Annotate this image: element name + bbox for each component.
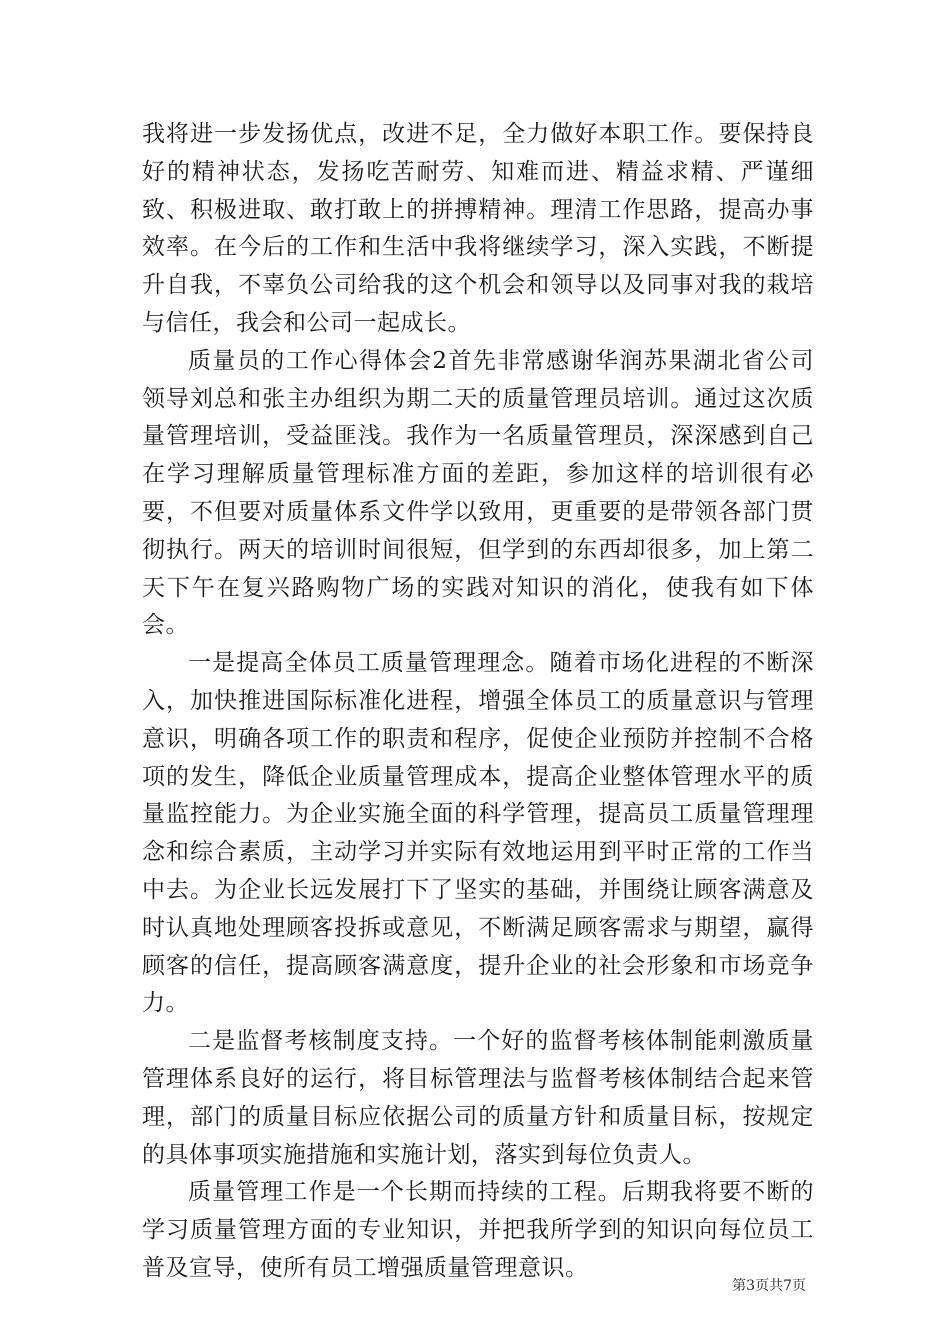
paragraph-5: 质量管理工作是一个长期而持续的工程。后期我将要不断的学习质量管理方面的专业知识，并把我所学到的知识向每位员工普及宣导，使所有员工增强质量管理意识。	[142, 1179, 814, 1281]
paragraph-3: 一是提高全体员工质量管理理念。随着市场化进程的不断深入，加快推进国际标准化进程，增强全体员工的质量意识与管理意识，明确各项工作的职责和程序，促使企业预防并控制不合格项的发生，降低企业质量管理成本，提高企业整体管理水平的质量监控能力。为企业实施全面的科学管理，提高员工质量管理理念和综合素质，主动学习并实际有效地运用到平时正常的工作当中去。为企业长远发展打下了坚实的基础，并围绕让顾客满意及时认真地处理顾客投拆或意见，不断满足顾客需求与期望，赢得顾客的信任，提高顾客满意度，提升企业的社会形象和市场竞争力。	[142, 650, 814, 1017]
page-number-footer: 第3页共7页	[732, 1278, 806, 1294]
paragraph-4: 二是监督考核制度支持。一个好的监督考核体制能刺激质量管理体系良好的运行，将目标管理法与监督考核体制结合起来管理，部门的质量目标应依据公司的质量方针和质量目标，按规定的具体事项实施措施和实施计划，落实到每位负责人。	[142, 1028, 814, 1168]
paragraph-2: 质量员的工作心得体会2首先非常感谢华润苏果湖北省公司领导刘总和张主办组织为期二天的质量管理员培训。通过这次质量管理培训，受益匪浅。我作为一名质量管理员，深深感到自己在学习理解质量管理标准方面的差距，参加这样的培训很有必要，不但要对质量体系文件学以致用，更重要的是带领各部门贯彻执行。两天的培训时间很短，但学到的东西却很多，加上第二天下午在复兴路购物广场的实践对知识的消化，使我有如下体会。	[142, 347, 814, 639]
document-body	[142, 116, 814, 1288]
paragraph-1: 我将进一步发扬优点，改进不足，全力做好本职工作。要保持良好的精神状态，发扬吃苦耐劳、知难而进、精益求精、严谨细致、积极进取、敢打敢上的拼搏精神。理清工作思路，提高办事效率。在今后的工作和生活中我将继续学习，深入实践，不断提升自我，不辜负公司给我的这个机会和领导以及同事对我的栽培与信任，我会和公司一起成长。	[142, 121, 814, 336]
